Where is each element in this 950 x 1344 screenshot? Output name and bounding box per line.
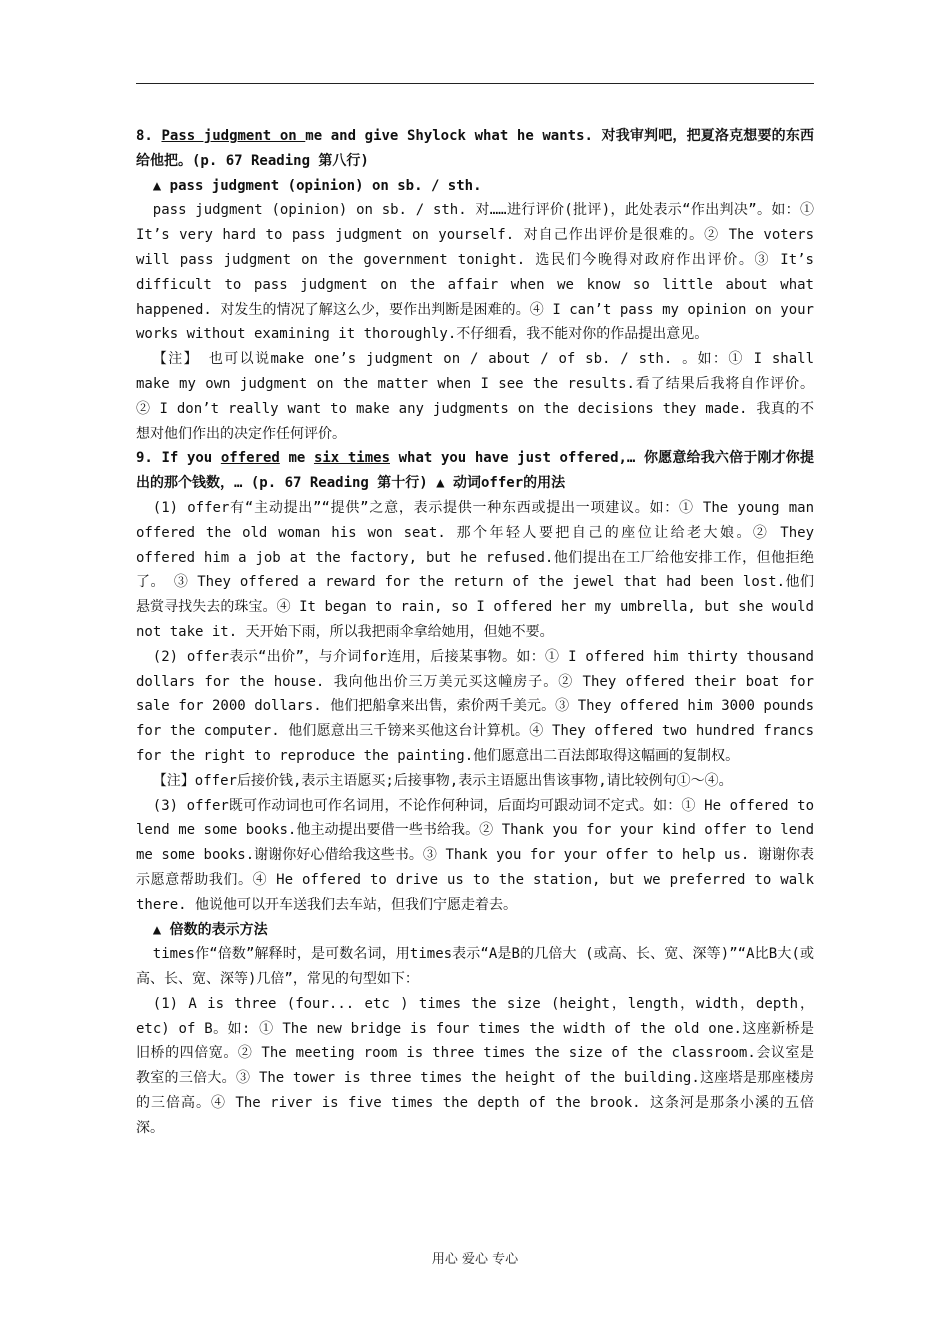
underlined-six-times: six times bbox=[313, 450, 390, 467]
item-9-paragraph-3: (3) offer既可作动词也可作名词用，不论作何种词，后面均可跟动词不定式。如：① He offered to lend me some books.他主动提出要借一些书给我。② Thank you for your kind offer to lend me some books.谢谢你好心借给我这些书。③ Thank you for your offer to help us. 谢谢你表示愿意帮助我们。④ He offered to drive us to the station, but we preferred to walk there. 他说他可以开车送我们去车站，但我们宁愿走着去。 bbox=[136, 797, 814, 913]
document-body bbox=[136, 124, 814, 1141]
item-9-title: 9. If you offered me six times what you have just offered,… 你愿意给我六倍于刚才你提出的那个钱数，… (p. 67 Reading 第十行) ▲ 动词offer的用法 bbox=[136, 450, 814, 492]
times-paragraph-2: (1) A is three (four... etc ) times the size (height，length，width，depth，etc) of B。如: ① The new bridge is four times the width of the old one.这座新桥是旧桥的四倍宽。② The meeting room is three times the size of the classroom.会议室是教室的三倍大。③ The tower is three times the height of the building.这座塔是那座楼房的三倍高。④ The river is five times the depth of the brook. 这条河是那条小溪的五倍深。 bbox=[136, 995, 814, 1136]
header-rule bbox=[136, 83, 814, 84]
item-9-note: 【注】offer后接价钱,表示主语愿买;后接事物,表示主语愿出售该事物,请比较例句①～④。 bbox=[152, 772, 733, 789]
item-8-heading: ▲ pass judgment (opinion) on sb. / sth. bbox=[152, 177, 482, 194]
item-9-paragraph-1: (1) offer有“主动提出”“提供”之意，表示提供一种东西或提出一项建议。如：① The young man offered the old woman his won seat. 那个年轻人要把自己的座位让给老大娘。② They offered him a job at the factory, but he refused.他们提出在工厂给他安排工作，但他拒绝了。 ③ They offered a reward for the return of the jewel that had been lost.他们悬赏寻找失去的珠宝。④ It began to rain, so I offered her my umbrella, but she would not take it. 天开始下雨，所以我把雨伞拿给她用，但她不要。 bbox=[136, 499, 814, 640]
times-heading: ▲ 倍数的表示方法 bbox=[152, 921, 268, 938]
item-8-paragraph: pass judgment (opinion) on sb. / sth. 对……进行评价(批评)，此处表示“作出判决”。如：① It’s very hard to pass judgment on yourself. 对自己作出评价是很难的。② The voters will pass judgment on the government tonight. 选民们今晚得对政府作出评价。③ It’s difficult to pass judgment on the affair when we know so little about what happened. 对发生的情况了解这么少，要作出判断是困难的。④ I can’t pass my opinion on your works without examining it thoroughly.不仔细看，我不能对你的作品提出意见。 bbox=[136, 202, 814, 343]
underlined-offered: offered bbox=[220, 450, 280, 467]
item-8-note: 【注】 也可以说make one’s judgment on / about / of sb. / sth. 。如：① I shall make my own judgment on the matter when I see the results.看了结果后我将自作评价。 ② I don’t really want to make any judgments on the decisions they made. 我真的不想对他们作出的决定作任何评价。 bbox=[136, 351, 814, 442]
item-8-title: 8. Pass judgment on me and give Shylock what he wants. 对我审判吧，把夏洛克想要的东西给他把。(p. 67 Reading 第八行) bbox=[136, 128, 814, 169]
item-9-paragraph-2: (2) offer表示“出价”，与介词for连用，后接某事物。如：① I offered him thirty thousand dollars for the house. 我向他出价三万美元买这幢房子。② They offered their boat for sale for 2000 dollars. 他们把船拿来出售，索价两千美元。③ They offered him 3000 pounds for the computer. 他们愿意出三千镑来买他这台计算机。④ They offered two hundred francs for the right to reproduce the painting.他们愿意出二百法郎取得这幅画的复制权。 bbox=[136, 648, 814, 764]
underlined-phrase: Pass judgment on bbox=[161, 128, 306, 144]
times-paragraph-1: times作“倍数”解释时，是可数名词，用times表示“A是B的几倍大 (或高、长、宽、深等)”“A比B大(或高、长、宽、深等)几倍”，常见的句型如下： bbox=[136, 946, 814, 988]
page-footer: 用心 爱心 专心 bbox=[431, 1252, 519, 1267]
